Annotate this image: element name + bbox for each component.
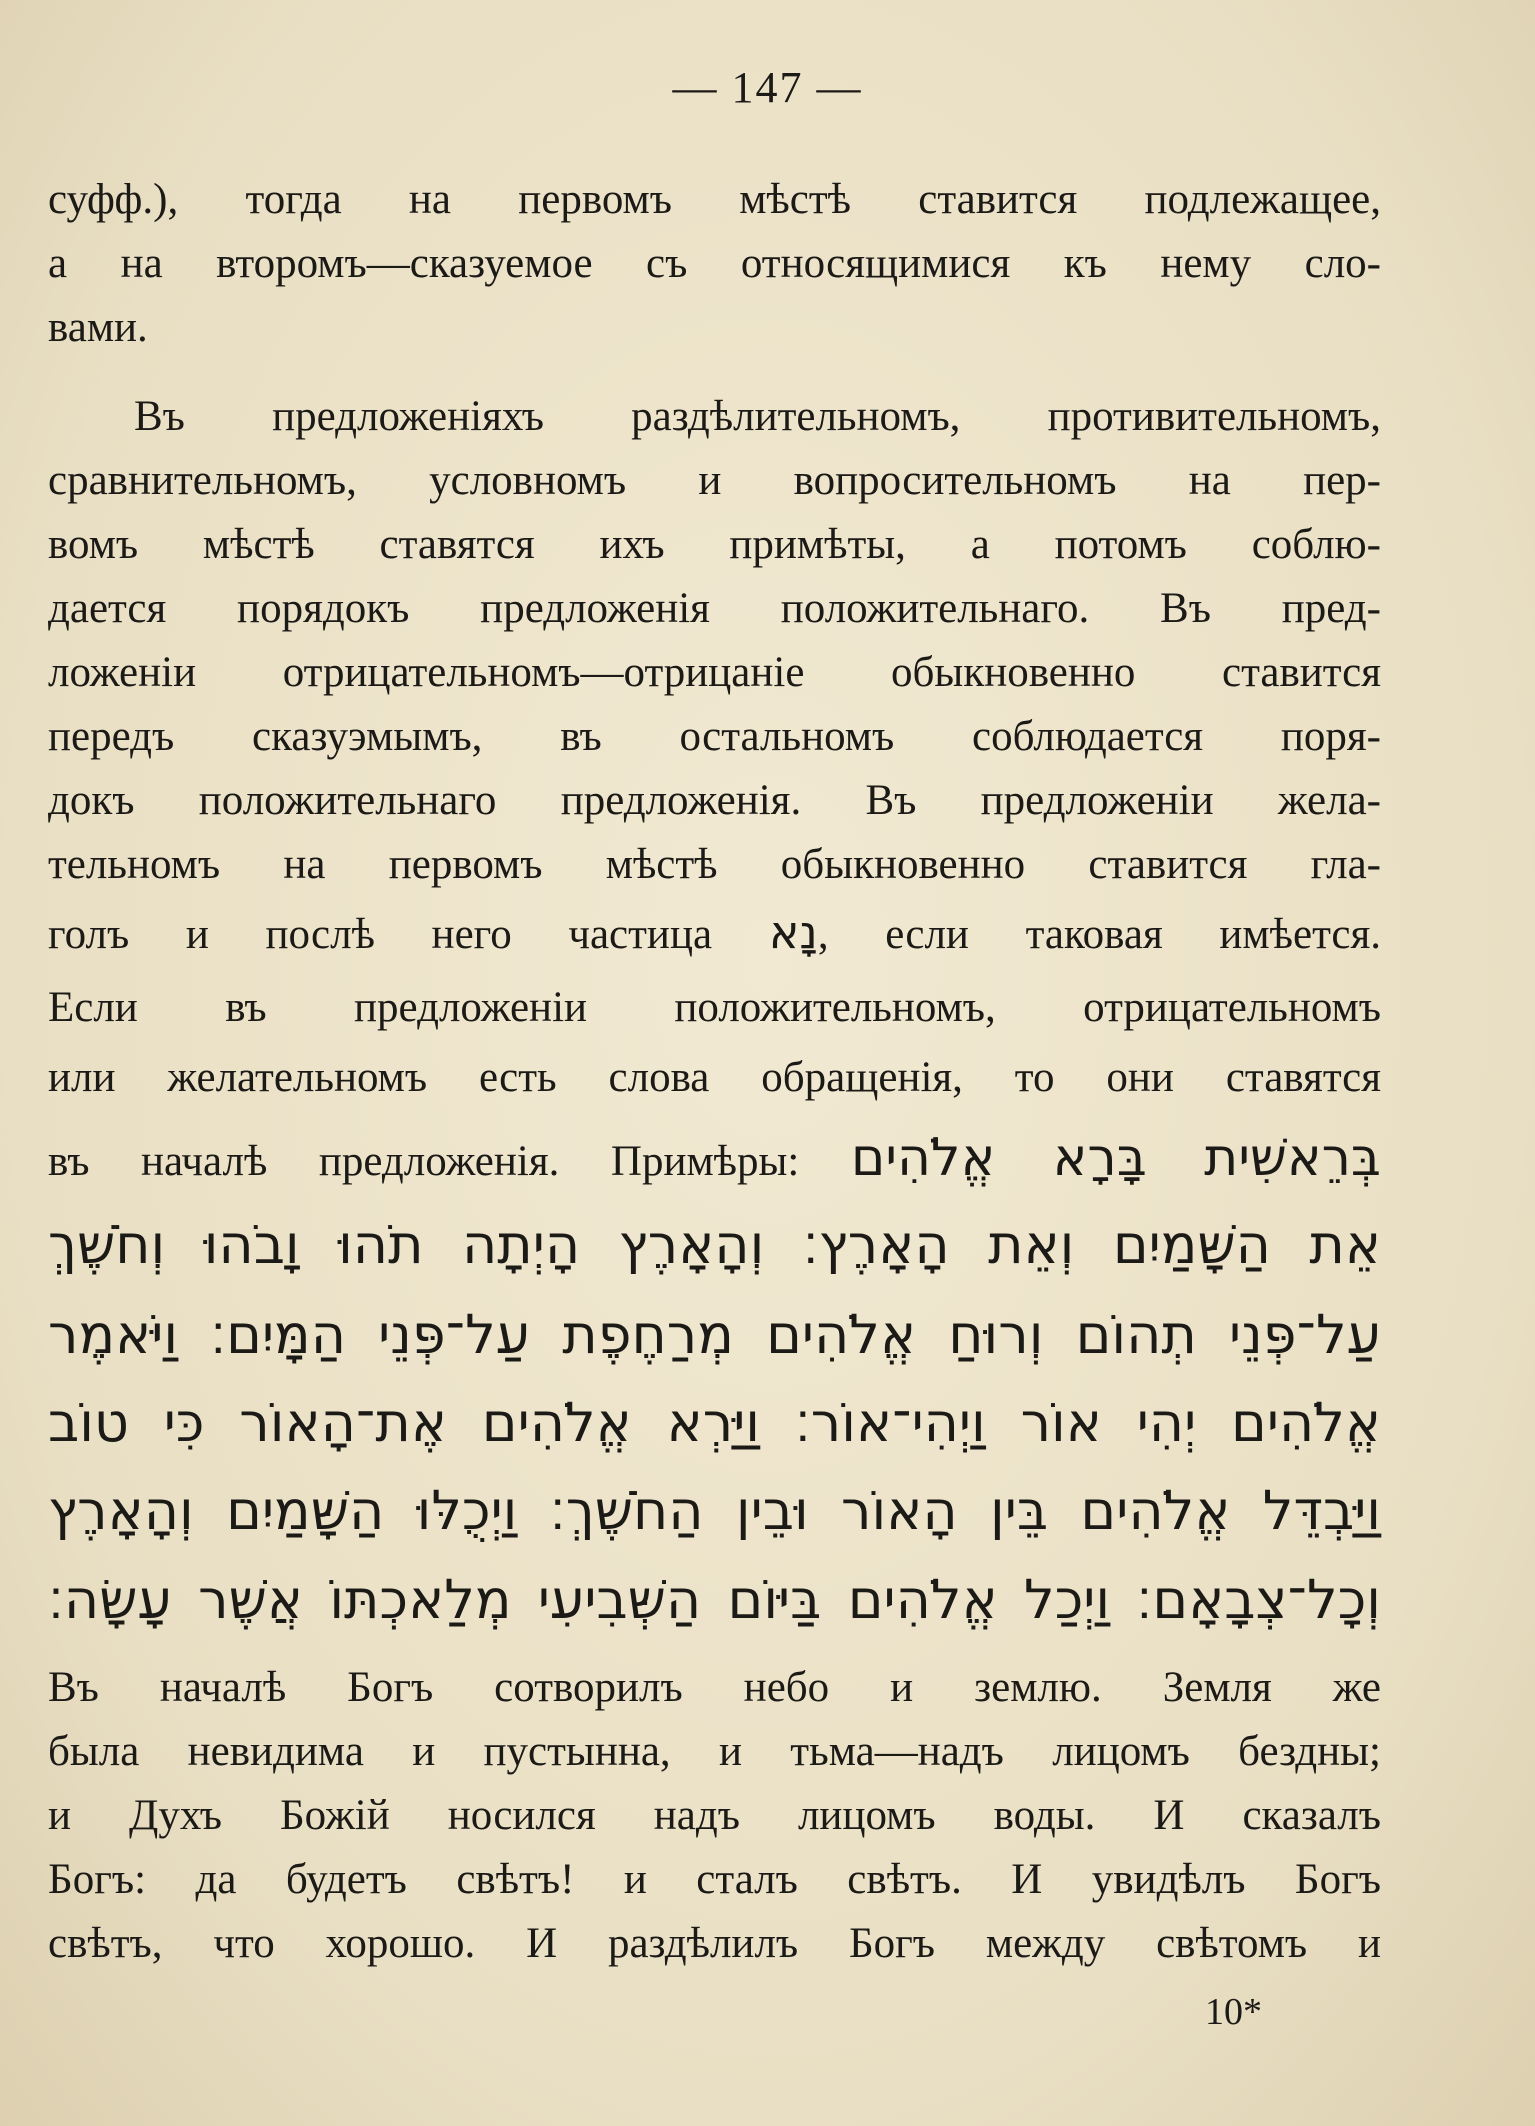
page-number: — 147 — (672, 63, 863, 112)
hebrew-line: וַיַּבְדֵּל אֱלֹהִים בֵּין הָאוֹר וּבֵין הַחֹשֶׁךְ׃ וַיְכֻלּוּ הַשָּׁמַיִם וְהָאָרֶץ (48, 1479, 1381, 1542)
text-line: свѣтъ, что хорошо. И раздѣлилъ Богъ между свѣтомъ и (48, 1920, 1381, 1967)
text-line (48, 900, 1381, 967)
text-line: Если въ предложеніи положительномъ, отрицательномъ (48, 984, 1381, 1031)
text-line: или желательномъ есть слова обращенія, то они ставятся (48, 1054, 1381, 1101)
text-line: вомъ мѣстѣ ставятся ихъ примѣты, а потомъ соблю- (48, 521, 1381, 568)
text-line: Въ началѣ Богъ сотворилъ небо и землю. Земля же (48, 1664, 1381, 1711)
text-line: суфф.), тогда на первомъ мѣстѣ ставится подлежащее, (48, 176, 1381, 223)
hebrew-particle: נָא (768, 905, 818, 959)
signature-mark: 10* (1205, 1991, 1262, 2033)
text-line: передъ сказуэмымъ, въ остальномъ соблюдается поря- (48, 713, 1381, 760)
text-line: сравнительномъ, условномъ и вопросительномъ на пер- (48, 457, 1381, 504)
hebrew-example: בְּרֵאשִׁית בָּרָא אֱלֹהִים (850, 1128, 1381, 1188)
text-line: ложеніи отрицательномъ—отрицаніе обыкновенно ставится (48, 649, 1381, 696)
text-fragment: голъ и послѣ него частица (48, 911, 713, 958)
text-line (48, 1126, 1381, 1194)
hebrew-line: אֵת הַשָּׁמַיִם וְאֵת הָאָרֶץ׃ וְהָאָרֶץ הָיְתָה תֹהוּ וָבֹהוּ וְחֹשֶׁךְ (48, 1213, 1381, 1276)
text-fragment: , если таковая имѣется. (817, 911, 1381, 958)
text-line: вами. (48, 304, 148, 351)
text-line: была невидима и пустынна, и тьма—надъ лицомъ бездны; (48, 1728, 1381, 1775)
text-line: докъ положительнаго предложенія. Въ предложеніи жела- (48, 777, 1381, 824)
text-line: тельномъ на первомъ мѣстѣ обыкновенно ставится гла- (48, 841, 1381, 888)
text-line: Въ предложеніяхъ раздѣлительномъ, противительномъ, (134, 393, 1381, 440)
text-line: Богъ: да будетъ свѣтъ! и сталъ свѣтъ. И увидѣлъ Богъ (48, 1856, 1381, 1903)
hebrew-line: וְכָל־צְבָאָם׃ וַיְכַל אֱלֹהִים בַּיּוֹם הַשְּׁבִיעִי מְלַאכְתּוֹ אֲשֶׁר עָשָׂה׃ (48, 1568, 1381, 1631)
text-fragment: въ началѣ предложенія. Примѣры: (48, 1138, 800, 1185)
text-line: а на второмъ—сказуемое съ относящимися къ нему сло- (48, 240, 1381, 287)
hebrew-line: אֱלֹהִים יְהִי אוֹר וַיְהִי־אוֹר׃ וַיַּרְא אֱלֹהִים אֶת־הָאוֹר כִּי טוֹב (48, 1391, 1381, 1454)
text-line: и Духъ Божій носился надъ лицомъ воды. И сказалъ (48, 1792, 1381, 1839)
hebrew-line: עַל־פְּנֵי תְהוֹם וְרוּחַ אֱלֹהִים מְרַחֶפֶת עַל־פְּנֵי הַמָּיִם׃ וַיֹּאמֶר (48, 1303, 1381, 1366)
text-line: дается порядокъ предложенія положительнаго. Въ пред- (48, 585, 1381, 632)
